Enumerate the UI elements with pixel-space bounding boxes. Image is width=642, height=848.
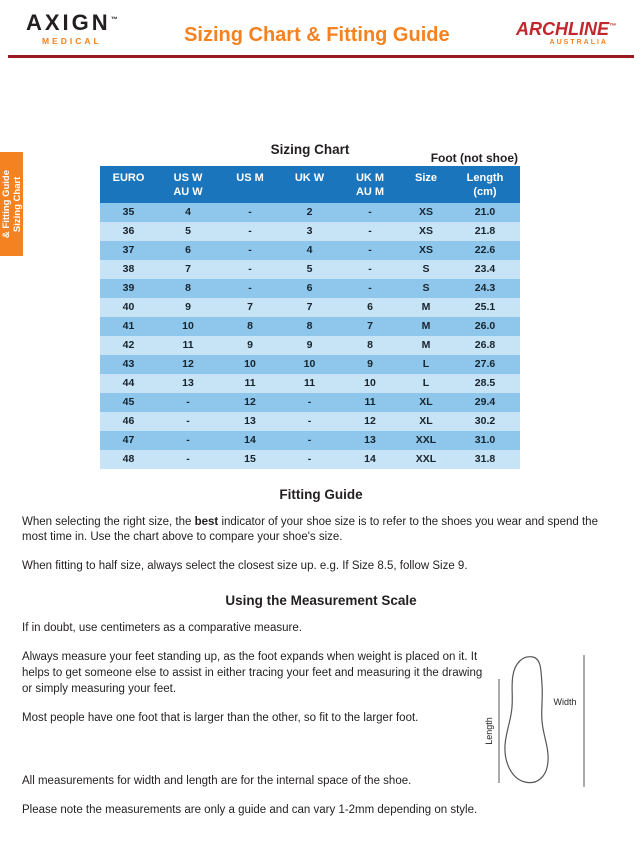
cell-euro: 43 [122, 358, 135, 371]
cell-euro: 41 [122, 320, 135, 333]
cell-length: 22.6 [474, 244, 496, 257]
table-row [100, 222, 520, 241]
table-row [100, 241, 520, 260]
col-header-length: Length (cm) [450, 166, 520, 203]
trademark-symbol: ™ [110, 16, 118, 24]
cell-us_m: - [248, 282, 252, 295]
table-row [100, 450, 520, 469]
measurement-title: Using the Measurement Scale [225, 593, 417, 609]
foot-measurement-diagram [485, 651, 590, 791]
cell-size: XS [418, 244, 433, 257]
cell-us_w: 5 [185, 225, 191, 238]
col-header-size: Size [402, 166, 450, 203]
cell-uk_m: 12 [364, 415, 376, 428]
bold-word: best [194, 515, 219, 528]
table-header-row [100, 166, 520, 203]
foot-not-shoe-note: Foot (not shoe) [430, 151, 518, 165]
cell-uk_w: 8 [306, 320, 313, 333]
cell-uk_w: 5 [306, 263, 313, 276]
cell-length: 25.1 [474, 301, 496, 314]
cell-euro: 46 [122, 415, 135, 428]
cell-us_m: 14 [244, 434, 256, 447]
cell-uk_m: 13 [364, 434, 376, 447]
table-row [100, 393, 520, 412]
cell-size: XL [419, 415, 433, 428]
cell-length: 28.5 [474, 377, 496, 390]
cell-euro: 45 [122, 396, 135, 409]
cell-uk_m: 7 [367, 320, 373, 333]
cell-uk_w: - [307, 453, 312, 466]
cell-length: 23.4 [474, 263, 496, 276]
cell-uk_w: - [307, 434, 312, 447]
cell-uk_m: 6 [367, 301, 373, 314]
length-label: Length [485, 717, 494, 745]
cell-size: XXL [415, 453, 437, 466]
cell-uk_w: 6 [306, 282, 313, 295]
cell-us_w: - [186, 434, 190, 447]
trademark-symbol: ™ [608, 23, 616, 30]
cell-length: 31.8 [474, 453, 496, 466]
cell-us_w: - [186, 453, 190, 466]
sizing-table-body [100, 203, 520, 469]
sizing-chart-title: Sizing Chart [270, 142, 350, 157]
cell-us_w: 10 [182, 320, 194, 333]
cell-us_m: 13 [244, 415, 256, 428]
table-row [100, 412, 520, 431]
cell-uk_w: 3 [306, 225, 313, 238]
cell-us_w: 4 [185, 206, 191, 219]
cell-size: XS [418, 206, 433, 219]
cell-length: 26.0 [474, 320, 496, 333]
table-row [100, 317, 520, 336]
measurement-para3: Most people have one foot that is larger than the other, so fit to the larger foot. [22, 711, 419, 724]
fitting-guide-para2: When fitting to half size, always select the closest size up. e.g. If Size 8.5, follow Size 9. [22, 560, 468, 573]
fitting-guide-title: Fitting Guide [279, 486, 363, 502]
cell-euro: 35 [122, 206, 135, 219]
side-tab-label [1, 170, 23, 238]
measurement-para2: Always measure your feet standing up, as the foot expands when weight is placed on it. It helps to get someone else to assist in either tracing your feet and measuring it the drawing or simply measuring your feet. [22, 651, 483, 695]
cell-size: M [421, 320, 431, 333]
cell-size: L [422, 358, 430, 371]
cell-size: M [421, 339, 431, 352]
cell-us_w: 12 [182, 358, 194, 371]
cell-size: XXL [415, 434, 437, 447]
cell-size: XL [419, 396, 433, 409]
cell-uk_w: 11 [303, 377, 316, 390]
measurement-para5: Please note the measurements are only a guide and can vary 1-2mm depending on style. [22, 804, 478, 817]
cell-euro: 38 [122, 263, 135, 276]
cell-euro: 42 [122, 339, 135, 352]
col-header-euro: EURO [100, 166, 157, 203]
cell-us_m: 11 [244, 377, 256, 390]
archline-logo [516, 12, 616, 46]
cell-uk_w: - [307, 415, 312, 428]
cell-length: 26.8 [474, 339, 496, 352]
cell-uk_m: - [368, 244, 372, 257]
archline-logo-name: ARCHLINE™ [515, 19, 616, 39]
cell-uk_m: - [368, 263, 372, 276]
cell-size: S [422, 263, 430, 276]
cell-uk_w: 9 [306, 339, 313, 352]
table-row [100, 260, 520, 279]
table-row [100, 298, 520, 317]
table-row [100, 355, 520, 374]
cell-us_m: - [248, 263, 252, 276]
cell-us_w: 11 [182, 339, 194, 352]
cell-us_w: 8 [185, 282, 191, 295]
cell-size: M [421, 301, 431, 314]
cell-us_m: 9 [247, 339, 253, 352]
foot-outline-icon [485, 651, 590, 791]
cell-us_m: - [248, 244, 252, 257]
table-row [100, 374, 520, 393]
cell-uk_m: - [368, 225, 372, 238]
cell-us_w: 7 [185, 263, 191, 276]
cell-us_m: 12 [244, 396, 256, 409]
cell-uk_m: - [368, 206, 372, 219]
axign-logo [26, 12, 118, 46]
cell-length: 21.0 [474, 206, 496, 219]
cell-us_m: 7 [247, 301, 253, 314]
table-row [100, 279, 520, 298]
cell-uk_m: 9 [367, 358, 373, 371]
axign-logo-name: AXIGN™ [26, 10, 118, 35]
width-label: Width [553, 697, 577, 708]
side-tab [0, 152, 23, 256]
cell-length: 31.0 [474, 434, 496, 447]
cell-us_m: 8 [247, 320, 253, 333]
cell-us_w: - [186, 396, 190, 409]
cell-us_m: 15 [244, 453, 256, 466]
table-row [100, 431, 520, 450]
page-header [0, 0, 642, 51]
measurement-para1: If in doubt, use centimeters as a comparative measure. [22, 622, 302, 635]
cell-uk_w: 2 [306, 206, 313, 219]
cell-length: 27.6 [474, 358, 496, 371]
page-title: Sizing Chart & Fitting Guide [184, 24, 450, 46]
cell-uk_m: 11 [364, 396, 376, 409]
cell-size: L [422, 377, 430, 390]
cell-uk_w: - [307, 396, 312, 409]
table-row [100, 203, 520, 222]
col-header-us-m: US M [219, 166, 281, 203]
header-divider [8, 55, 634, 58]
cell-euro: 44 [122, 377, 135, 390]
cell-euro: 47 [122, 434, 135, 447]
cell-length: 29.4 [474, 396, 496, 409]
fitting-guide-para1: When selecting the right size, the best indicator of your shoe size is to refer to the shoes you wear and spend the most time in. Use the chart above to compare your shoe's size. [22, 515, 598, 544]
cell-euro: 48 [122, 453, 135, 466]
side-tab-line1: Sizing Chart [11, 176, 23, 232]
cell-euro: 39 [122, 282, 135, 295]
cell-length: 30.2 [474, 415, 496, 428]
cell-us_w: 9 [185, 301, 191, 314]
cell-uk_m: 14 [364, 453, 376, 466]
cell-us_w: 13 [182, 377, 194, 390]
cell-us_w: 6 [185, 244, 191, 257]
cell-us_w: - [186, 415, 190, 428]
cell-uk_m: 10 [364, 377, 376, 390]
cell-us_m: - [248, 206, 252, 219]
archline-logo-sub: AUSTRALIA [549, 39, 608, 46]
sizing-chart-section [100, 142, 520, 469]
side-tab-line2: & Fitting Guide [0, 169, 12, 239]
cell-length: 21.8 [474, 225, 496, 238]
cell-uk_m: - [368, 282, 372, 295]
cell-uk_w: 10 [303, 358, 316, 371]
cell-size: S [422, 282, 430, 295]
cell-length: 24.3 [474, 282, 496, 295]
cell-uk_m: 8 [367, 339, 373, 352]
table-row [100, 336, 520, 355]
col-header-us-w: US W AU W [157, 166, 219, 203]
cell-euro: 37 [122, 244, 135, 257]
cell-us_m: - [248, 225, 252, 238]
sizing-table [100, 166, 520, 469]
measurement-para4: All measurements for width and length are for the internal space of the shoe. [22, 775, 412, 788]
cell-euro: 40 [122, 301, 135, 314]
cell-uk_w: 4 [306, 244, 313, 257]
col-header-uk-m: UK M AU M [338, 166, 402, 203]
cell-uk_w: 7 [306, 301, 313, 314]
cell-us_m: 10 [244, 358, 256, 371]
col-header-uk-w: UK W [281, 166, 338, 203]
measurement-section [0, 593, 642, 819]
cell-euro: 36 [122, 225, 135, 238]
cell-size: XS [418, 225, 433, 238]
axign-logo-sub: MEDICAL [41, 36, 102, 46]
